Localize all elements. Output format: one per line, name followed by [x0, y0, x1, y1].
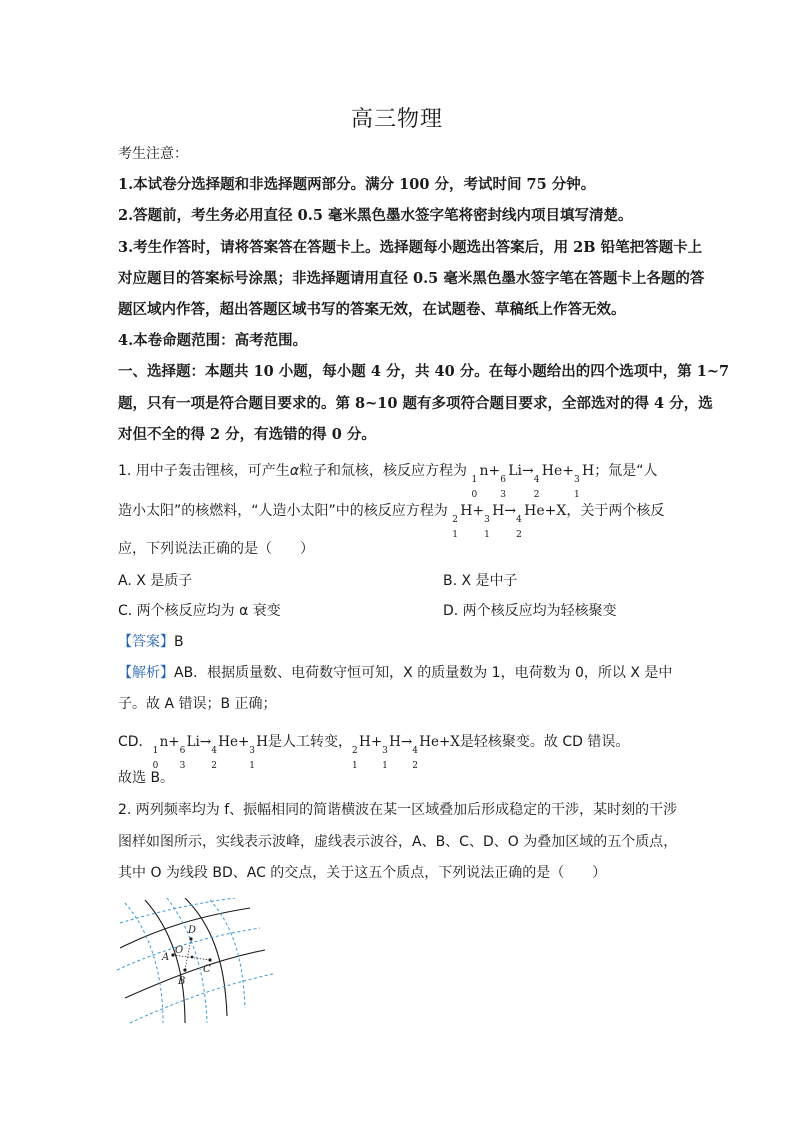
alpha-symbol: α: [289, 463, 300, 479]
q1-line-2: 造小太阳”的核燃料，“人造小太阳”中的核反应方程为 2 1 H+ 3 1 H→ 4 2 He+X，关于两个核反: [118, 503, 665, 540]
trough-lines: [117, 898, 273, 1023]
interference-figure: [115, 898, 275, 1028]
trough-line: [210, 900, 245, 1008]
q2-line-1: 2. 两列频率均为 f、振幅相同的简谐横波在某一区域叠加后形成稳定的干涉，某时刻的干涉: [118, 802, 678, 818]
answer-label: 【答案】: [118, 634, 174, 650]
section-instructions-1: 一、选择题：本题共 10 小题，每小题 4 分，共 40 分。在每小题给出的四个选项中，第 1~7: [118, 363, 730, 380]
q1-analysis-2: 子。故 A 错误；B 正确；: [118, 696, 277, 712]
q1-analysis-1: 【解析】AB．根据质量数、电荷数守恒可知，X 的质量数为 1，电荷数为 0，所以 X 是中: [118, 665, 673, 681]
notice-heading: 考生注意：: [118, 146, 188, 162]
notice-item-1: 1.本试卷分选择题和非选择题两部分。满分 100 分，考试时间 75 分钟。: [118, 176, 596, 193]
point-o: [191, 956, 194, 959]
q1-line-3: 应，下列说法正确的是（ ）: [118, 541, 314, 557]
q1-option-c: C. 两个核反应均为 α 衰变: [118, 603, 281, 619]
notice-item-3: 3.考生作答时，请将答案答在答题卡上。选择题每小题选出答案后，用 2B 铅笔把答题卡上: [118, 239, 703, 256]
equation-2: 2 1 H+ 3 1 H→ 4 2 He+X: [452, 503, 567, 540]
q2-line-2: 图样如图所示，实线表示波峰，虚线表示波谷，A、B、C、D、O 为叠加区域的五个质点，: [118, 834, 678, 850]
answer-value: B: [174, 634, 184, 650]
q2-line-3: 其中 O 为线段 BD、AC 的交点，关于这五个质点，下列说法正确的是（ ）: [118, 865, 607, 881]
analysis-label: 【解析】: [118, 665, 174, 681]
q1-analysis-3: CD． 1 0 n+ 6 3 Li→ 4 2 He+ 3 1 H是人工转变， 2 1 H+ 3 1 H→ 4 2 He+X是轻核聚变。故 CD 错误。: [118, 734, 630, 771]
q1-answer: [118, 631, 678, 653]
equation-4: 2 1 H+ 3 1 H→ 4 2 He+X: [352, 734, 460, 771]
equation-3: 1 0 n+ 6 3 Li→ 4 2 He+ 3 1 H: [152, 734, 269, 771]
q1-option-a: A. X 是质子: [118, 573, 193, 589]
label-a: A: [162, 952, 170, 963]
label-c: C: [203, 964, 211, 975]
q1-analysis-4: 故选 B。: [118, 770, 175, 786]
notice-item-3-cont1: 对应题目的答案标号涂黑；非选择题请用直径 0.5 毫米黑色墨水签字笔在答题卡上各题的答: [118, 270, 705, 287]
trough-line: [130, 974, 273, 1023]
equation-1: 1 0 n+ 6 3 Li→ 4 2 He+ 3 1 H: [471, 463, 595, 500]
q1-option-b: B. X 是中子: [443, 573, 518, 589]
q1-option-d: D. 两个核反应均为轻核聚变: [443, 603, 617, 619]
label-o: O: [175, 945, 184, 956]
label-b: B: [178, 976, 186, 987]
section-instructions-3: 对但不全的得 2 分，有选错的得 0 分。: [118, 426, 376, 443]
trough-line: [125, 903, 163, 1023]
notice-item-3-cont2: 题区域内作答，超出答题区域书写的答案无效，在试题卷、草稿纸上作答无效。: [118, 301, 626, 318]
notice-item-2: 2.答题前，考生务必用直径 0.5 毫米黑色墨水签字笔将密封线内项目填写清楚。: [118, 207, 633, 224]
crest-line: [125, 950, 265, 998]
section-instructions-2: 题，只有一项是符合题目要求的。第 8~10 题有多项符合题目要求，全部选对的得 4 分，选: [118, 395, 713, 412]
q1-line-1: 1. 用中子轰击锂核，可产生α粒子和氚核，核反应方程为 1 0 n+ 6 3 Li→ 4 2 He+ 3 1 H；氚是“人: [118, 463, 658, 500]
page-title: 高三物理: [350, 107, 443, 132]
notice-item-4: 4.本卷命题范围：高考范围。: [118, 332, 308, 349]
segment-bd: [185, 939, 191, 970]
label-d: D: [188, 925, 197, 936]
